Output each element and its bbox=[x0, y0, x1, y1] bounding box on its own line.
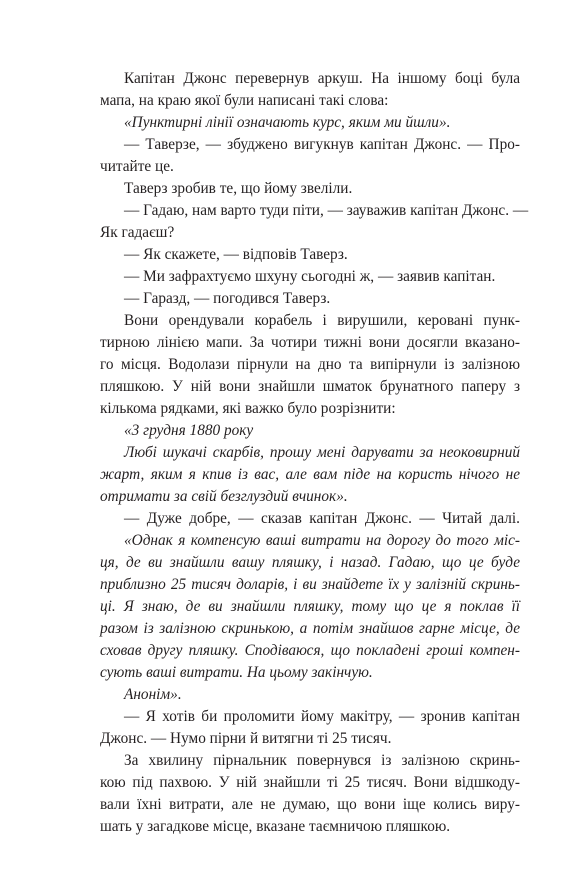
text-line: «Пунктирні лінії означають курс, яким ми йшли». bbox=[124, 114, 451, 131]
text-line: го місця. Водолази пірнули на дно та випірнули із залізною bbox=[100, 356, 520, 373]
text-line: сховав другу пляшку. Сподіваюся, що покладені гроші компен- bbox=[100, 642, 520, 659]
text-line: Вони орендували корабель і вирушили, керовані пунк- bbox=[124, 312, 520, 329]
text-line: кількома рядками, які важко було розрізнити: bbox=[100, 400, 396, 417]
text-line: Любі шукачі скарбів, прошу мені дарувати за неоковирний bbox=[124, 444, 520, 461]
text-line: сують ваші витрати. На цьому закінчую. bbox=[100, 664, 373, 681]
text-line: Джонс. — Нумо пірни й витягни ті 25 тисяч. bbox=[100, 730, 392, 747]
text-line: «Однак я компенсую ваші витрати на дорогу до того міс- bbox=[124, 532, 520, 549]
text-line: отримати за свій безглуздий вчинок». bbox=[100, 488, 348, 505]
page-text bbox=[100, 68, 529, 838]
text-line: — Гадаю, нам варто туди піти, — зауважив капітан Джонс. — bbox=[124, 202, 529, 219]
text-line: читайте це. bbox=[100, 158, 174, 175]
text-line: тирною лінією мапи. За чотири тижні вони досягли вказано- bbox=[100, 334, 520, 351]
text-line: «3 грудня 1880 року bbox=[124, 422, 254, 439]
text-line: — Я хотів би проломити йому макітру, — зронив капітан bbox=[124, 708, 520, 725]
text-line: Анонім». bbox=[124, 686, 182, 703]
text-line: За хвилину пірнальник повернувся із залізною скринь- bbox=[124, 752, 520, 769]
text-line: приблизно 25 тисяч доларів, і ви знайдете їх у залізній скринь- bbox=[100, 576, 520, 593]
text-line: — Таверзе, — збуджено вигукнув капітан Джонс. — Про- bbox=[124, 136, 520, 153]
text-line: — Як скажете, — відповів Таверз. bbox=[124, 246, 348, 263]
text-line: пляшкою. У ній вони знайшли шматок брунатного паперу з bbox=[100, 378, 520, 395]
text-line: разом із залізною скринькою, а потім знайшов гарне місце, де bbox=[100, 620, 520, 637]
text-line: шать у загадкове місце, вказане таємничою пляшкою. bbox=[100, 818, 451, 835]
text-line: вали їхні витрати, але не думаю, що вони іще колись виру- bbox=[100, 796, 520, 813]
text-line: жарт, яким я кпив із вас, але вам піде на користь нічого не bbox=[100, 466, 520, 483]
text-line: Як гадаєш? bbox=[100, 224, 175, 241]
text-line: — Дуже добре, — сказав капітан Джонс. — Читай далі. bbox=[124, 510, 520, 527]
text-line: кою під пахвою. У ній знайшли ті 25 тисяч. Вони відшкоду- bbox=[100, 774, 520, 791]
text-line: ці. Я знаю, де ви знайшли пляшку, тому що це я поклав її bbox=[100, 598, 520, 615]
text-line: Таверз зробив те, що йому звеліли. bbox=[124, 180, 353, 197]
text-line: — Гаразд, — погодився Таверз. bbox=[124, 290, 331, 307]
text-line: Капітан Джонс перевернув аркуш. На іншому боці була bbox=[124, 70, 520, 87]
text-line: — Ми зафрахтуємо шхуну сьогодні ж, — заявив капітан. bbox=[124, 268, 496, 285]
text-line: ця, де ви знайшли вашу пляшку, і назад. Гадаю, що це буде bbox=[100, 554, 520, 571]
text-line: мапа, на краю якої були написані такі слова: bbox=[100, 92, 389, 109]
